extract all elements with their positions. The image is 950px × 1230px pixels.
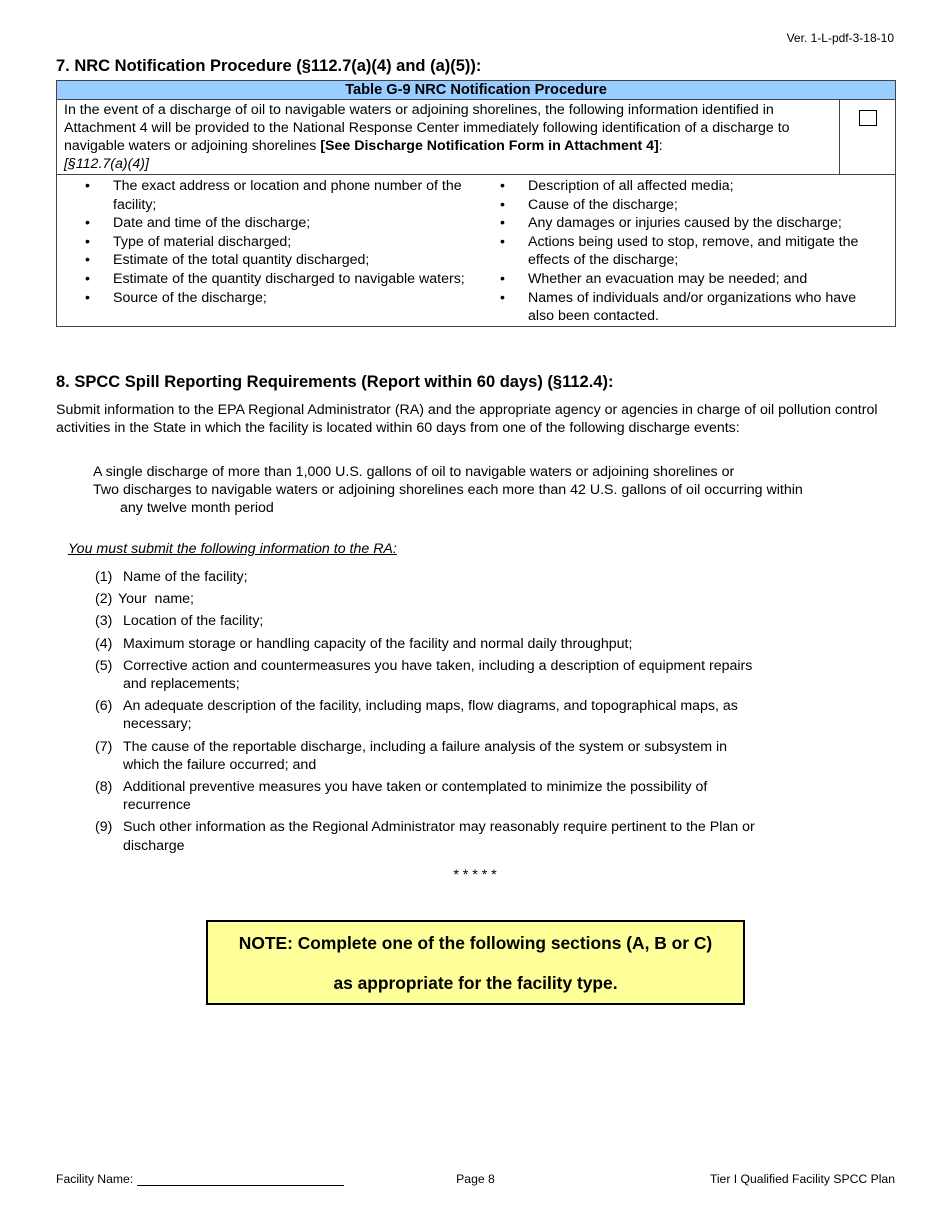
section-separator: * * * * * <box>453 867 497 883</box>
item-text: Name of the facility; <box>123 569 248 585</box>
item-number: (7) <box>95 738 113 755</box>
table-intro <box>57 100 840 175</box>
item-text: Corrective action and countermeasures you have taken, including a description of equipment repairs and replacements; <box>123 657 753 693</box>
list-item: • Source of the discharge; <box>57 289 476 308</box>
event-2: Two discharges to navigable waters or adjoining shorelines each more than 42 U.S. gallons of oil occurring within <box>93 482 803 498</box>
list-item: • Names of individuals and/or organizations who have also been contacted. <box>476 289 895 326</box>
item-text: Maximum storage or handling capacity of the facility and normal daily throughput; <box>123 635 633 652</box>
list-item <box>95 657 755 693</box>
checkbox-cell <box>840 100 896 175</box>
intro-text: In the event of a discharge of oil to navigable waters or adjoining shorelines, the following information identified in Attachment 4 will be provided to the National Response Center immediately following identification of a discharge to navigable waters or adjoining shorelines <box>64 102 790 154</box>
list-item: • Whether an evacuation may be needed; and <box>476 270 895 289</box>
list-item: • Type of material discharged; <box>57 233 476 252</box>
section-7-heading: 7. NRC Notification Procedure (§112.7(a)(4) and (a)(5)): <box>56 57 482 75</box>
list-item: • Actions being used to stop, remove, and mitigate the effects of the discharge; <box>476 233 895 270</box>
list-item: • The exact address or location and phone number of the facility; <box>57 177 476 214</box>
item-text: Additional preventive measures you have taken or contemplated to minimize the possibility of recurrence <box>123 779 708 814</box>
must-submit-label: You must submit the following information to the RA: <box>68 541 397 557</box>
list-item <box>95 738 755 774</box>
item-text: Location of the facility; <box>123 613 264 630</box>
facility-name-label: Facility Name: <box>56 1172 134 1186</box>
list-item: • Any damages or injuries caused by the discharge; <box>476 214 895 233</box>
intro-citation: [§112.7(a)(4)] <box>64 156 149 172</box>
intro-colon: : <box>658 138 663 154</box>
list-item <box>95 697 755 733</box>
event-1: A single discharge of more than 1,000 U.S. gallons of oil to navigable waters or adjoining shorelines or <box>93 464 735 480</box>
item-number: (1) <box>95 569 113 585</box>
plan-title: Tier I Qualified Facility SPCC Plan <box>709 1172 895 1186</box>
info-list-left <box>57 175 476 326</box>
item-text: Such other information as the Regional Administrator may reasonably require pertinent to the Plan or discharge <box>123 819 755 854</box>
page-number: Page 8 <box>456 1172 495 1186</box>
note-box <box>206 920 745 1005</box>
item-number: (3) <box>95 613 113 630</box>
list-item <box>95 568 755 586</box>
list-item: • Cause of the discharge; <box>476 196 895 215</box>
list-item <box>95 818 755 854</box>
ra-info-list <box>95 568 755 859</box>
list-item <box>95 612 755 630</box>
item-text: Your name; <box>118 591 194 608</box>
list-item <box>95 635 755 653</box>
list-item: • Estimate of the quantity discharged to navigable waters; <box>57 270 476 289</box>
item-number: (9) <box>95 819 113 836</box>
list-item: • Date and time of the discharge; <box>57 214 476 233</box>
item-number: (2) <box>95 591 113 608</box>
list-item: • Description of all affected media; <box>476 177 895 196</box>
table-title: Table G-9 NRC Notification Procedure <box>57 81 896 100</box>
event-2-continued: any twelve month period <box>120 500 274 516</box>
info-list-cell <box>57 175 896 327</box>
section-8-heading: 8. SPCC Spill Reporting Requirements (Report within 60 days) (§112.4): <box>56 373 614 391</box>
note-line-2: as appropriate for the facility type. <box>333 973 618 993</box>
list-item <box>95 778 755 814</box>
item-text: The cause of the reportable discharge, including a failure analysis of the system or subsystem in which the failure occurred; and <box>123 738 728 773</box>
info-list-right <box>476 175 895 326</box>
item-number: (8) <box>95 779 113 796</box>
list-item <box>95 590 755 608</box>
intro-bold: [See Discharge Notification Form in Attachment 4] <box>320 138 659 154</box>
version-label: Ver. 1-L-pdf-3-18-10 <box>786 31 894 45</box>
note-line-1: NOTE: Complete one of the following sections (A, B or C) <box>238 933 713 953</box>
procedure-checkbox[interactable] <box>859 110 877 126</box>
item-number: (4) <box>95 635 113 652</box>
item-number: (5) <box>95 657 113 674</box>
list-item: • Estimate of the total quantity discharged; <box>57 251 476 270</box>
discharge-events <box>93 463 893 517</box>
page-footer <box>56 1172 895 1188</box>
item-number: (6) <box>95 698 113 715</box>
item-text: An adequate description of the facility, including maps, flow diagrams, and topographical maps, as necessary; <box>123 698 738 733</box>
nrc-notification-table <box>56 80 896 327</box>
section-8-paragraph: Submit information to the EPA Regional Administrator (RA) and the appropriate agency or agencies in charge of oil pollution control activities in the State in which the facility is located within 60 days from one of the following discharge events: <box>56 402 878 436</box>
